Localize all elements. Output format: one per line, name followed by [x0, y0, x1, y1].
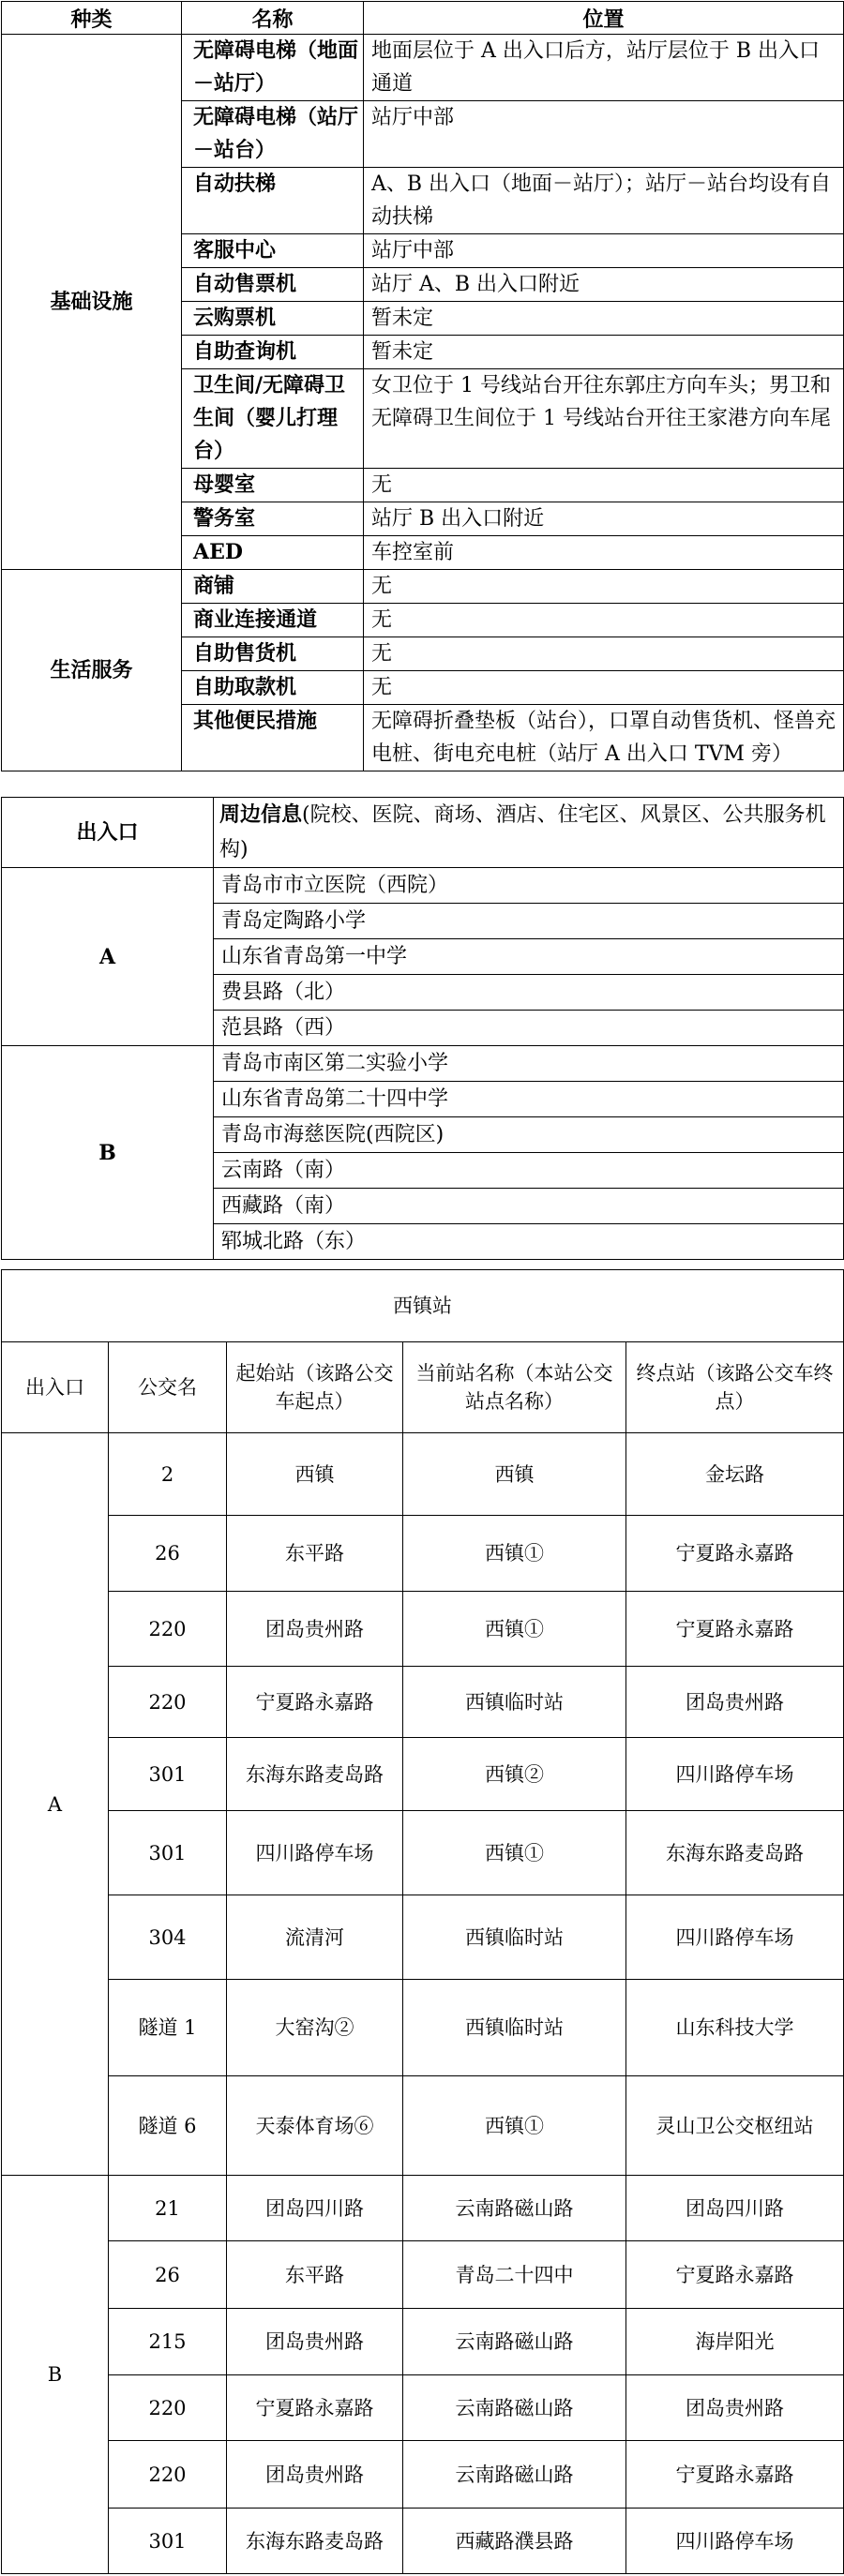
- facility-location: 站厅中部: [364, 101, 844, 168]
- header-route: 公交名: [109, 1342, 227, 1433]
- facilities-table: [1, 1, 844, 771]
- header-category: 种类: [2, 2, 182, 35]
- terminal-cell: 团岛四川路: [626, 2176, 844, 2241]
- current-stop-cell: 西镇临时站: [403, 1980, 626, 2076]
- origin-cell: 团岛贵州路: [227, 2441, 403, 2509]
- table-row: [2, 1738, 844, 1811]
- origin-cell: 东平路: [227, 1516, 403, 1592]
- current-stop-cell: 西镇①: [403, 1592, 626, 1667]
- facility-location: A、B 出入口（地面－站厅）；站厅－站台均设有自动扶梯: [364, 168, 844, 234]
- terminal-cell: 宁夏路永嘉路: [626, 2241, 844, 2309]
- poi-cell: 青岛市海慈医院(西院区): [214, 1117, 844, 1153]
- facility-name: 卫生间/无障碍卫生间（婴儿打理台）: [182, 369, 364, 469]
- terminal-cell: 金坛路: [626, 1433, 844, 1516]
- table-row: [2, 2441, 844, 2509]
- route-cell: 隧道 6: [109, 2076, 227, 2176]
- table-row: [2, 1433, 844, 1516]
- table-row: [2, 2176, 844, 2241]
- facility-location: 暂未定: [364, 302, 844, 336]
- route-cell: 220: [109, 2375, 227, 2441]
- table-row: [2, 868, 844, 904]
- route-cell: 26: [109, 1516, 227, 1592]
- header-surrounding-info: [214, 798, 844, 868]
- category-cell: 基础设施: [2, 35, 182, 570]
- current-stop-cell: 西镇①: [403, 2076, 626, 2176]
- table-row: [2, 1516, 844, 1592]
- terminal-cell: 团岛贵州路: [626, 1667, 844, 1738]
- facility-location: 车控室前: [364, 536, 844, 570]
- poi-cell: 山东省青岛第一中学: [214, 939, 844, 975]
- entrance-cell: B: [2, 1046, 214, 1260]
- facility-name: 自助取款机: [182, 671, 364, 705]
- table-row: [2, 2509, 844, 2574]
- facility-location: 无: [364, 671, 844, 705]
- header-location: 位置: [364, 2, 844, 35]
- terminal-cell: 山东科技大学: [626, 1980, 844, 2076]
- header-info-detail: (院校、医院、商场、酒店、住宅区、风景区、公共服务机构): [219, 803, 826, 861]
- facilities-header-row: [2, 2, 844, 35]
- terminal-cell: 东海东路麦岛路: [626, 1811, 844, 1895]
- current-stop-cell: 西镇①: [403, 1811, 626, 1895]
- origin-cell: 天泰体育场⑥: [227, 2076, 403, 2176]
- origin-cell: 西镇: [227, 1433, 403, 1516]
- poi-cell: 郓城北路（东）: [214, 1224, 844, 1260]
- route-cell: 隧道 1: [109, 1980, 227, 2076]
- facility-name: 自动售票机: [182, 268, 364, 302]
- facility-name: 商铺: [182, 570, 364, 604]
- facility-location: 暂未定: [364, 336, 844, 369]
- bus-table: [1, 1269, 844, 2574]
- route-cell: 220: [109, 2441, 227, 2509]
- header-info-label: 周边信息: [219, 802, 303, 827]
- origin-cell: 东平路: [227, 2241, 403, 2309]
- route-cell: 304: [109, 1895, 227, 1980]
- station-title: 西镇站: [2, 1270, 844, 1342]
- poi-cell: 青岛市市立医院（西院）: [214, 868, 844, 904]
- entrance-cell: A: [2, 868, 214, 1046]
- surroundings-table: [1, 797, 844, 1260]
- table-row: [2, 1592, 844, 1667]
- route-cell: 215: [109, 2309, 227, 2375]
- table-row: [2, 35, 844, 101]
- table-row: [2, 1980, 844, 2076]
- origin-cell: 宁夏路永嘉路: [227, 2375, 403, 2441]
- facility-location: 站厅中部: [364, 234, 844, 268]
- facility-name: 母婴室: [182, 469, 364, 502]
- origin-cell: 东海东路麦岛路: [227, 2509, 403, 2574]
- table-row: [2, 1895, 844, 1980]
- facility-location: 无: [364, 637, 844, 671]
- current-stop-cell: 云南路磁山路: [403, 2309, 626, 2375]
- route-cell: 301: [109, 2509, 227, 2574]
- facility-name: 警务室: [182, 502, 364, 536]
- header-entrance: 出入口: [2, 1342, 109, 1433]
- origin-cell: 四川路停车场: [227, 1811, 403, 1895]
- route-cell: 220: [109, 1592, 227, 1667]
- terminal-cell: 宁夏路永嘉路: [626, 1592, 844, 1667]
- origin-cell: 团岛贵州路: [227, 2309, 403, 2375]
- poi-cell: 青岛定陶路小学: [214, 904, 844, 939]
- origin-cell: 团岛四川路: [227, 2176, 403, 2241]
- poi-cell: 青岛市南区第二实验小学: [214, 1046, 844, 1082]
- terminal-cell: 四川路停车场: [626, 1895, 844, 1980]
- terminal-cell: 宁夏路永嘉路: [626, 2441, 844, 2509]
- header-terminal: 终点站（该路公交车终点）: [626, 1342, 844, 1433]
- facility-location: 地面层位于 A 出入口后方，站厅层位于 B 出入口通道: [364, 35, 844, 101]
- header-current: 当前站名称（本站公交站点名称）: [403, 1342, 626, 1433]
- facility-name: 其他便民措施: [182, 705, 364, 771]
- current-stop-cell: 西镇临时站: [403, 1895, 626, 1980]
- facility-location: 无: [364, 604, 844, 637]
- terminal-cell: 灵山卫公交枢纽站: [626, 2076, 844, 2176]
- origin-cell: 大窑沟②: [227, 1980, 403, 2076]
- origin-cell: 流清河: [227, 1895, 403, 1980]
- facility-name: 自助售货机: [182, 637, 364, 671]
- facility-location: 无: [364, 469, 844, 502]
- facility-name: 无障碍电梯（站厅－站台）: [182, 101, 364, 168]
- current-stop-cell: 云南路磁山路: [403, 2176, 626, 2241]
- table-row: [2, 2375, 844, 2441]
- origin-cell: 东海东路麦岛路: [227, 1738, 403, 1811]
- table-row: [2, 2309, 844, 2375]
- entrance-cell: B: [2, 2176, 109, 2574]
- origin-cell: 团岛贵州路: [227, 1592, 403, 1667]
- route-cell: 2: [109, 1433, 227, 1516]
- table-row: [2, 1046, 844, 1082]
- facility-name: 自动扶梯: [182, 168, 364, 234]
- facility-name: 商业连接通道: [182, 604, 364, 637]
- header-name: 名称: [182, 2, 364, 35]
- bus-title-row: [2, 1270, 844, 1342]
- facility-name: AED: [182, 536, 364, 570]
- poi-cell: 山东省青岛第二十四中学: [214, 1082, 844, 1117]
- category-cell: 生活服务: [2, 570, 182, 771]
- facility-location: 女卫位于 1 号线站台开往东郭庄方向车头；男卫和无障碍卫生间位于 1 号线站台开往王家港方向车尾: [364, 369, 844, 469]
- route-cell: 26: [109, 2241, 227, 2309]
- current-stop-cell: 西镇临时站: [403, 1667, 626, 1738]
- poi-cell: 云南路（南）: [214, 1153, 844, 1189]
- header-origin: 起始站（该路公交车起点）: [227, 1342, 403, 1433]
- table-row: [2, 1667, 844, 1738]
- terminal-cell: 四川路停车场: [626, 1738, 844, 1811]
- route-cell: 220: [109, 1667, 227, 1738]
- terminal-cell: 四川路停车场: [626, 2509, 844, 2574]
- table-row: [2, 2076, 844, 2176]
- current-stop-cell: 云南路磁山路: [403, 2375, 626, 2441]
- origin-cell: 宁夏路永嘉路: [227, 1667, 403, 1738]
- current-stop-cell: 青岛二十四中: [403, 2241, 626, 2309]
- facility-location: 站厅 A、B 出入口附近: [364, 268, 844, 302]
- facility-name: 自助查询机: [182, 336, 364, 369]
- surroundings-header-row: [2, 798, 844, 868]
- poi-cell: 范县路（西）: [214, 1011, 844, 1046]
- header-entrance: 出入口: [2, 798, 214, 868]
- current-stop-cell: 西藏路濮县路: [403, 2509, 626, 2574]
- current-stop-cell: 西镇: [403, 1433, 626, 1516]
- facility-location: 无障碍折叠垫板（站台），口罩自动售货机、怪兽充电桩、街电充电桩（站厅 A 出入口 TVM 旁）: [364, 705, 844, 771]
- route-cell: 21: [109, 2176, 227, 2241]
- table-row: [2, 2241, 844, 2309]
- current-stop-cell: 西镇①: [403, 1516, 626, 1592]
- facility-name: 客服中心: [182, 234, 364, 268]
- table-row: [2, 1811, 844, 1895]
- route-cell: 301: [109, 1738, 227, 1811]
- facility-location: 站厅 B 出入口附近: [364, 502, 844, 536]
- entrance-cell: A: [2, 1433, 109, 2176]
- terminal-cell: 团岛贵州路: [626, 2375, 844, 2441]
- terminal-cell: 宁夏路永嘉路: [626, 1516, 844, 1592]
- current-stop-cell: 云南路磁山路: [403, 2441, 626, 2509]
- current-stop-cell: 西镇②: [403, 1738, 626, 1811]
- poi-cell: 费县路（北）: [214, 975, 844, 1011]
- poi-cell: 西藏路（南）: [214, 1189, 844, 1224]
- facility-name: 无障碍电梯（地面－站厅）: [182, 35, 364, 101]
- terminal-cell: 海岸阳光: [626, 2309, 844, 2375]
- facility-name: 云购票机: [182, 302, 364, 336]
- facility-location: 无: [364, 570, 844, 604]
- route-cell: 301: [109, 1811, 227, 1895]
- bus-header-row: [2, 1342, 844, 1433]
- table-row: [2, 570, 844, 604]
